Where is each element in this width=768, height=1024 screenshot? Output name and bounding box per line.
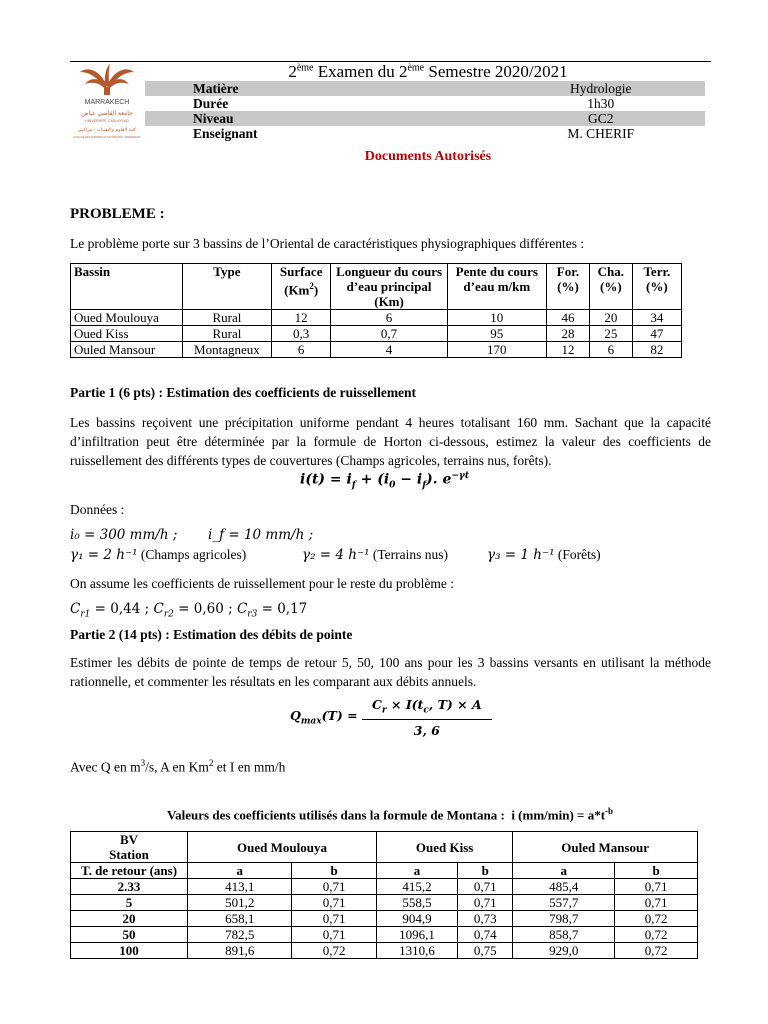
cell-b: 0,73 [458, 911, 513, 927]
cell-b: 0,71 [615, 879, 698, 895]
cell-longueur: 4 [331, 342, 447, 358]
university-logo [70, 60, 145, 148]
col-station-kiss: Oued Kiss [376, 832, 512, 863]
cell-for: 46 [547, 310, 590, 326]
logo-marrakech-text: MARRAKECH [84, 99, 130, 106]
cell-pente: 95 [447, 326, 546, 342]
cell-return-period: 50 [71, 927, 188, 943]
cell-a: 413,1 [188, 879, 292, 895]
montana-body [71, 879, 698, 959]
cell-type: Montagneux [182, 342, 271, 358]
cell-bassin: Oued Kiss [71, 326, 183, 342]
info-key: Matière [193, 81, 239, 96]
cell-cha: 6 [589, 342, 632, 358]
partie1-text: Les bassins reçoivent une précipitation uniforme pendant 4 heures totalisant 160 mm. Sachant que la capacité d’infiltration peut être déterminée par la formule de Horton ci-dessous, estimez la valeur des coefficients de ruissellement des différents types de couvertures (Champs agricoles, terrains nus, forêts). [70, 415, 711, 468]
col-bv-station: BV Station [71, 832, 188, 863]
info-value: M. CHERIF [567, 126, 635, 141]
col-a: a [376, 863, 457, 879]
donnees-label: Données : [70, 502, 125, 517]
partie1-heading: Partie 1 (6 pts) : Estimation des coefficients de ruissellement [70, 385, 417, 400]
table-row [71, 326, 682, 342]
probleme-heading: PROBLEME : [70, 206, 165, 222]
cell-b: 0,72 [615, 927, 698, 943]
exam-info-table [145, 81, 705, 141]
info-key: Enseignant [193, 126, 258, 141]
logo-arabic-1: جامعة القاضي عياض [81, 110, 133, 117]
cell-terr: 47 [632, 326, 681, 342]
table-row [71, 911, 698, 927]
montana-table [70, 831, 698, 959]
col-b: b [292, 863, 377, 879]
cell-a: 501,2 [188, 895, 292, 911]
cell-a: 782,5 [188, 927, 292, 943]
cell-a: 1096,1 [376, 927, 457, 943]
cell-b: 0,71 [458, 879, 513, 895]
montana-header-row [71, 832, 698, 863]
col-terr: Terr. (%) [632, 264, 681, 310]
col-surface: Surface (Km$^2$) [271, 264, 331, 310]
info-value: Hydrologie [569, 81, 632, 96]
col-tr: T. de retour (ans) [71, 863, 188, 879]
cell-surface: 6 [271, 342, 331, 358]
col-for: For. (%) [547, 264, 590, 310]
cell-a: 485,4 [513, 879, 615, 895]
cell-return-period: 100 [71, 943, 188, 959]
cell-a: 891,6 [188, 943, 292, 959]
gamma2-line: γ₂ = 4 h⁻¹ (Terrains nus) [302, 547, 449, 563]
col-station-mansour: Ouled Mansour [513, 832, 698, 863]
cell-longueur: 6 [331, 310, 447, 326]
cell-return-period: 20 [71, 911, 188, 927]
table-row [71, 310, 682, 326]
cell-a: 858,7 [513, 927, 615, 943]
exam-title: 2ème Examen du 2ème Semestre 2020/2021 [288, 62, 568, 81]
logo-univ-text: UNIVERSITÉ CADI AYYAD [85, 119, 129, 123]
info-key: Durée [193, 96, 229, 111]
col-a: a [513, 863, 615, 879]
cell-a: 904,9 [376, 911, 457, 927]
cell-cha: 25 [589, 326, 632, 342]
col-bassin: Bassin [71, 264, 183, 310]
cell-a: 658,1 [188, 911, 292, 927]
cell-a: 415,2 [376, 879, 457, 895]
cell-b: 0,72 [292, 943, 377, 959]
col-station-moulouya: Oued Moulouya [188, 832, 377, 863]
cell-terr: 82 [632, 342, 681, 358]
info-value: 1h30 [587, 96, 615, 111]
if-value: i_f = 10 mm/h ; [208, 527, 314, 543]
i0-value: i₀ = 300 mm/h ; [70, 527, 178, 543]
gamma3-line: γ₃ = 1 h⁻¹ (Forêts) [487, 547, 601, 563]
cell-longueur: 0,7 [331, 326, 447, 342]
table-row [71, 895, 698, 911]
table-row [71, 943, 698, 959]
gamma1-line: γ₁ = 2 h⁻¹ (Champs agricoles) [70, 547, 247, 563]
cell-bassin: Ouled Mansour [71, 342, 183, 358]
bassins-header-row [71, 264, 682, 310]
cell-bassin: Oued Moulouya [71, 310, 183, 326]
cell-for: 28 [547, 326, 590, 342]
cell-surface: 0,3 [271, 326, 331, 342]
cell-b: 0,72 [615, 911, 698, 927]
logo-arabic-2: كلية العلوم والتقنيات - مراكش [77, 128, 137, 133]
probleme-intro: Le problème porte sur 3 bassins de l’Oriental de caractéristiques physiographiques différentes : [70, 236, 585, 251]
cell-b: 0,74 [458, 927, 513, 943]
documents-autorises: Documents Autorisés [364, 149, 492, 164]
partie2-text: Estimer les débits de pointe de temps de retour 5, 50, 100 ans pour les 3 bassins versants en utilisant la méthode rationnelle, et commenter les résultats en les comparant aux débits annuels. [70, 655, 711, 689]
table-row [71, 879, 698, 895]
cell-b: 0,71 [615, 895, 698, 911]
col-b: b [615, 863, 698, 879]
cell-return-period: 5 [71, 895, 188, 911]
col-b: b [458, 863, 513, 879]
info-row-matiere [145, 81, 705, 96]
cell-a: 798,7 [513, 911, 615, 927]
info-row-enseignant [145, 126, 705, 141]
runoff-coefficients: $C_{r1} = 0,44$ ; $C_{r2} = 0,60$ ; $C_{r3} = 0,17$ [70, 601, 308, 620]
horton-formula: $i(t) = i_f + (i_0 - i_f)$. $e^{-\gamma t}$ [300, 471, 469, 491]
cell-b: 0,71 [292, 879, 377, 895]
cell-b: 0,71 [292, 895, 377, 911]
col-cha: Cha. (%) [589, 264, 632, 310]
bassins-table [70, 263, 682, 358]
table-row [71, 927, 698, 943]
table-row [71, 342, 682, 358]
col-longueur: Longueur du cours d’eau principal (Km) [331, 264, 447, 310]
cell-b: 0,71 [292, 927, 377, 943]
cell-a: 1310,6 [376, 943, 457, 959]
cell-pente: 10 [447, 310, 546, 326]
montana-caption: Valeurs des coefficients utilisés dans la formule de Montana : i $(mm/\min) = a*t^{-b}$ [166, 806, 614, 823]
partie2-heading: Partie 2 (14 pts) : Estimation des débits de pointe [70, 627, 353, 642]
montana-subheader-row [71, 863, 698, 879]
info-key: Niveau [193, 111, 234, 126]
cell-pente: 170 [447, 342, 546, 358]
cell-terr: 34 [632, 310, 681, 326]
units-text: Avec Q en $m^3/s$, A en Km$^2$ et I en mm/h [70, 758, 286, 775]
col-a: a [188, 863, 292, 879]
cell-return-period: 2.33 [71, 879, 188, 895]
cell-a: 557,7 [513, 895, 615, 911]
col-type: Type [182, 264, 271, 310]
formula-numerator: $C_r \times I(t_c$, T) × A [362, 697, 492, 720]
cell-cha: 20 [589, 310, 632, 326]
cell-b: 0,75 [458, 943, 513, 959]
cell-surface: 12 [271, 310, 331, 326]
cell-a: 558,5 [376, 895, 457, 911]
formula-denominator: 3, 6 [413, 722, 440, 738]
cell-b: 0,71 [292, 911, 377, 927]
col-pente: Pente du cours d’eau m/km [447, 264, 546, 310]
info-row-duree [145, 96, 705, 111]
cell-b: 0,71 [458, 895, 513, 911]
cell-a: 929,0 [513, 943, 615, 959]
assume-text: On assume les coefficients de ruissellement pour le reste du problème : [70, 576, 455, 591]
logo-fac-text: FACULTÉ DES SCIENCES ET TECHNIQUES - MARRAKECH [73, 136, 141, 139]
rational-formula: $Q_{max}(T)$ = $\frac{C_r \times I(t_c, T) \times A}{3, 6}$ [290, 697, 492, 738]
cell-type: Rural [182, 326, 271, 342]
info-row-niveau [145, 111, 705, 126]
cell-type: Rural [182, 310, 271, 326]
info-value: GC2 [587, 111, 614, 126]
cell-for: 12 [547, 342, 590, 358]
cell-b: 0,72 [615, 943, 698, 959]
